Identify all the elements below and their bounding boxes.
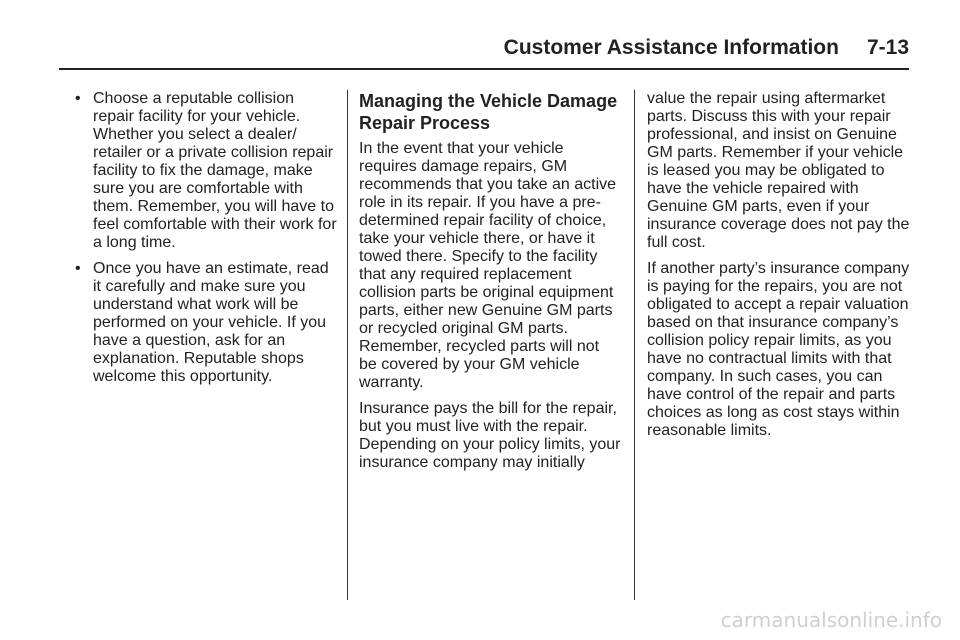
paragraph: Insurance pays the bill for the repair, but you must live with the repair. Depending on your policy limits, your insurance company may initially: [359, 400, 621, 471]
list-item: [75, 90, 337, 252]
column-2: [359, 90, 621, 480]
column-divider: [634, 90, 635, 600]
column-1: [75, 90, 337, 394]
bullet-text: Once you have an estimate, read it carefully and make sure you understand what work will be performed on your vehicle. If you have a question, ask for an explanation. Reputable shops welcome this opportunity.: [93, 260, 329, 385]
paragraph: In the event that your vehicle requires damage repairs, GM recommends that you take an active role in its repair. If you have a pre-determined repair facility of choice, take your vehicle there, or have it towed there. Specify to the facility that any required replacement collision parts be original equipment parts, either new Genuine GM parts or recycled original GM parts. Remember, recycled parts will not be covered by your GM vehicle warranty.: [359, 140, 617, 391]
column-divider: [347, 90, 348, 600]
page-number: 7-13: [866, 36, 909, 59]
paragraph: value the repair using aftermarket parts. Discuss this with your repair professional, and insist on Genuine GM parts. Remember if your vehicle is leased you may be obligated to have the vehicle repaired with Genuine GM parts, even if your insurance coverage does not pay the full cost.: [647, 90, 910, 251]
column-3: [647, 90, 912, 448]
watermark: carmanualsonline.info: [720, 608, 942, 632]
section-heading: Managing the Vehicle Damage Repair Process: [359, 91, 618, 133]
header-rule: [59, 68, 909, 70]
page-header: [0, 36, 909, 66]
paragraph: If another party’s insurance company is paying for the repairs, you are not obligated to accept a repair valuation based on that insurance company’s collision policy repair limits, as you have no contractual limits with that company. In such cases, you can have control of the repair and parts choices as long as cost stays within reasonable limits.: [647, 260, 910, 439]
bullet-text: Choose a reputable collision repair facility for your vehicle. Whether you select a dealer/ retailer or a private collision repair facility to fix the damage, make sure you are comfortable with them. Remember, you will have to feel comfortable with their work for a long time.: [93, 90, 337, 251]
bullet-icon: •: [75, 90, 81, 107]
list-item: [75, 260, 337, 386]
bullet-icon: •: [75, 260, 81, 277]
section-title: Customer Assistance Information: [503, 36, 839, 59]
